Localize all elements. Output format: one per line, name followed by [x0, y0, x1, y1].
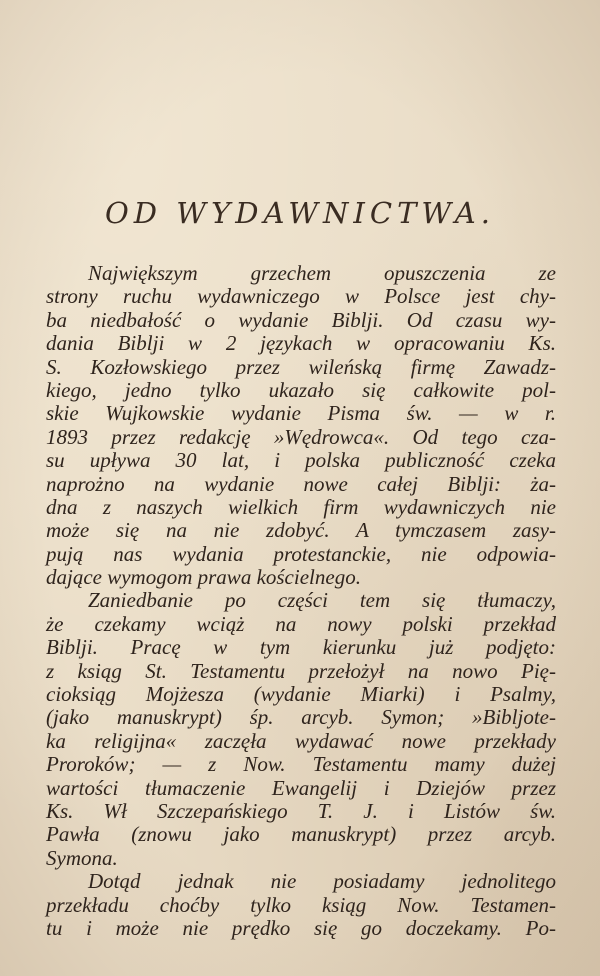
text-line: z ksiąg St. Testamentu przełożył na nowo Pię- [46, 658, 556, 683]
text-line: cioksiąg Mojżesza (wydanie Miarki) i Psalmy, [46, 682, 556, 707]
text-line: dające wymogom prawa kościelnego. [46, 565, 361, 590]
text-line: Największym grzechem opuszczenia ze [88, 261, 556, 285]
text-line: naprożno na wydanie nowe całej Biblji: ża- [46, 471, 556, 496]
text-line: dna z naszych wielkich firm wydawniczych nie [46, 494, 556, 519]
text-line: Symona. [46, 845, 118, 870]
text-line: Zaniedbanie po części tem się tłumaczy, [88, 588, 556, 613]
text-line: 1893 przez redakcję »Wędrowca«. Od tego cza- [46, 424, 556, 449]
text-line: ba niedbałość o wydanie Biblji. Od czasu wy- [46, 307, 556, 332]
text-line: ka religijna« zaczęła wydawać nowe przekłady [46, 728, 556, 753]
text-line: Ks. Wł Szczepańskiego T. J. i Listów św. [46, 798, 556, 823]
text-line: S. Kozłowskiego przez wileńską firmę Zawadz- [46, 354, 556, 379]
body-text [46, 262, 556, 940]
text-line: kiego, jedno tylko ukazało się całkowite pol- [46, 377, 556, 402]
text-line: su upływa 30 lat, i polska publiczność czeka [46, 448, 556, 473]
text-line: dania Biblji w 2 językach w opracowaniu Ks. [46, 331, 556, 356]
page-title: OD WYDAWNICTWA. [105, 196, 495, 230]
text-line: tu i może nie prędko się go doczekamy. Po- [46, 915, 556, 940]
text-line: wartości tłumaczenie Ewangelij i Dziejów przez [46, 775, 556, 800]
text-line: skie Wujkowskie wydanie Pisma św. — w r. [46, 401, 556, 426]
text-line: (jako manuskrypt) śp. arcyb. Symon; »Bibljote- [46, 705, 556, 730]
text-line: strony ruchu wydawniczego w Polsce jest chy- [46, 284, 556, 309]
text-line: że czekamy wciąż na nowy polski przekład [46, 611, 556, 636]
text-line: Proroków; — z Now. Testamentu mamy dużej [46, 752, 556, 777]
text-line: Pawła (znowu jako manuskrypt) przez arcyb. [46, 822, 556, 847]
text-line: może się na nie zdobyć. A tymczasem zasy- [46, 518, 556, 543]
text-line: pują nas wydania protestanckie, nie odpowia- [46, 541, 556, 566]
text-line: Dotąd jednak nie posiadamy jednolitego [88, 869, 556, 894]
text-line: przekładu choćby tylko ksiąg Now. Testamen- [46, 892, 556, 917]
text-line: Biblji. Pracę w tym kierunku już podjęto: [46, 635, 556, 660]
